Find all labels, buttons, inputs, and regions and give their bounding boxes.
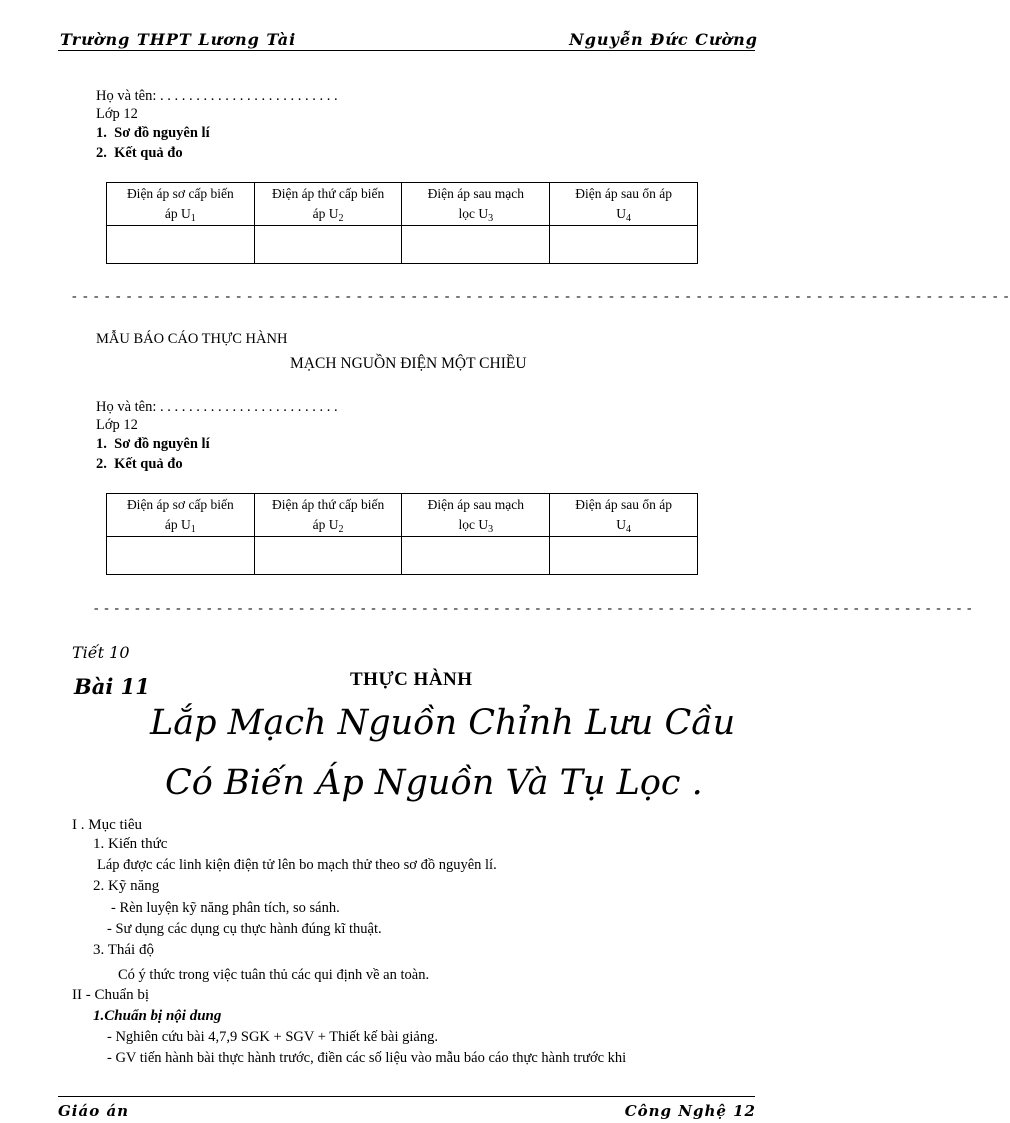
period-label: Tiết 10: [72, 643, 130, 662]
table-row: [107, 226, 698, 264]
table-header-row: [107, 183, 698, 226]
results-table: [106, 182, 698, 264]
table-row: [107, 537, 698, 575]
item-results: 2. Kết quả đo: [96, 456, 183, 472]
item-diagram: 1. Sơ đồ nguyên lí: [96, 125, 210, 141]
header-cell-u4: Điện áp sau ổn áp $U_4$: [550, 494, 698, 537]
empty-cell: [254, 226, 402, 264]
empty-cell: [550, 537, 698, 575]
subsection-content-prep: 1.Chuẩn bị nội dung: [93, 1008, 222, 1024]
name-label: Họ và tên: . . . . . . . . . . . . . . . . . . . . . . . . .: [96, 399, 338, 415]
footer-right: Công Nghệ 12: [624, 1102, 756, 1120]
header-cell-u2: Điện áp thứ cấp biến áp $U_2$: [254, 494, 402, 537]
section-objectives: I . Mục tiêu: [72, 817, 142, 833]
empty-cell: [254, 537, 402, 575]
knowledge-text: Láp được các linh kiện điện tử lên bo mạch thử theo sơ đồ nguyên lí.: [97, 857, 497, 873]
practice-heading: THỰC HÀNH: [350, 669, 473, 690]
subsection-skills: 2. Kỹ năng: [93, 878, 160, 894]
name-label: Họ và tên: . . . . . . . . . . . . . . . . . . . . . . . . .: [96, 88, 338, 104]
empty-cell: [107, 537, 255, 575]
footer-left: Giáo án: [58, 1102, 130, 1120]
prep-item: - GV tiến hành bài thực hành trước, điền các số liệu vào mẫu báo cáo thực hành trước khi: [107, 1050, 627, 1066]
subsection-attitude: 3. Thái độ: [93, 942, 154, 958]
cut-line: - - - - - - - - - - - - - - - - - - - - - - - - - - - - - - - - - - - - - - - - - - - - - - - - - - - - - - - - - - - - - - - - - - - - - - - - - - - - - - - - - - - - - -: [94, 600, 973, 615]
form-subject: MẠCH NGUỒN ĐIỆN MỘT CHIỀU: [290, 355, 527, 372]
empty-cell: [402, 226, 550, 264]
lesson-title-line2: Có Biến Áp Nguồn Và Tụ Lọc .: [165, 763, 703, 803]
item-results: 2. Kết quả đo: [96, 145, 183, 161]
section-preparation: II - Chuẩn bị: [72, 987, 150, 1003]
header-author: Nguyễn Đức Cường: [569, 30, 758, 49]
lesson-title-line1: Lắp Mạch Nguồn Chỉnh Lưu Cầu: [150, 703, 736, 743]
header-cell-u4: Điện áp sau ổn áp $U_4$: [550, 183, 698, 226]
footer-rule: [58, 1096, 755, 1097]
skills-item: - Rèn luyện kỹ năng phân tích, so sánh.: [111, 900, 340, 916]
empty-cell: [550, 226, 698, 264]
empty-cell: [402, 537, 550, 575]
header-cell-u2: Điện áp thứ cấp biến áp $U_2$: [254, 183, 402, 226]
form-title: MẪU BÁO CÁO THỰC HÀNH: [96, 331, 288, 347]
results-table: [106, 493, 698, 575]
attitude-text: Có ý thức trong việc tuân thủ các qui định về an toàn.: [118, 967, 430, 983]
skills-item: - Sư dụng các dụng cụ thực hành đúng kĩ thuật.: [107, 921, 382, 937]
header-cell-u1: Điện áp sơ cấp biến áp $U_1$: [107, 494, 255, 537]
empty-cell: [107, 226, 255, 264]
lesson-number: Bài 11: [74, 674, 150, 699]
subsection-knowledge: 1. Kiến thức: [93, 836, 168, 852]
prep-item: - Nghiên cứu bài 4,7,9 SGK + SGV + Thiết kế bài giảng.: [107, 1029, 438, 1045]
header-school: Trường THPT Lương Tài: [60, 30, 297, 49]
class-label: Lớp 12: [96, 417, 138, 433]
header-rule: [58, 50, 755, 51]
class-label: Lớp 12: [96, 106, 138, 122]
cut-line: - - - - - - - - - - - - - - - - - - - - - - - - - - - - - - - - - - - - - - - - - - - - - - - - - - - - - - - - - - - - - - - - - - - - - - - - - - - - - - - - - - - - - -: [72, 289, 1010, 304]
header-cell-u3: Điện áp sau mạch lọc $U_3$: [402, 494, 550, 537]
header-cell-u1: Điện áp sơ cấp biến áp $U_1$: [107, 183, 255, 226]
item-diagram: 1. Sơ đồ nguyên lí: [96, 436, 210, 452]
table-header-row: [107, 494, 698, 537]
header-cell-u3: Điện áp sau mạch lọc $U_3$: [402, 183, 550, 226]
